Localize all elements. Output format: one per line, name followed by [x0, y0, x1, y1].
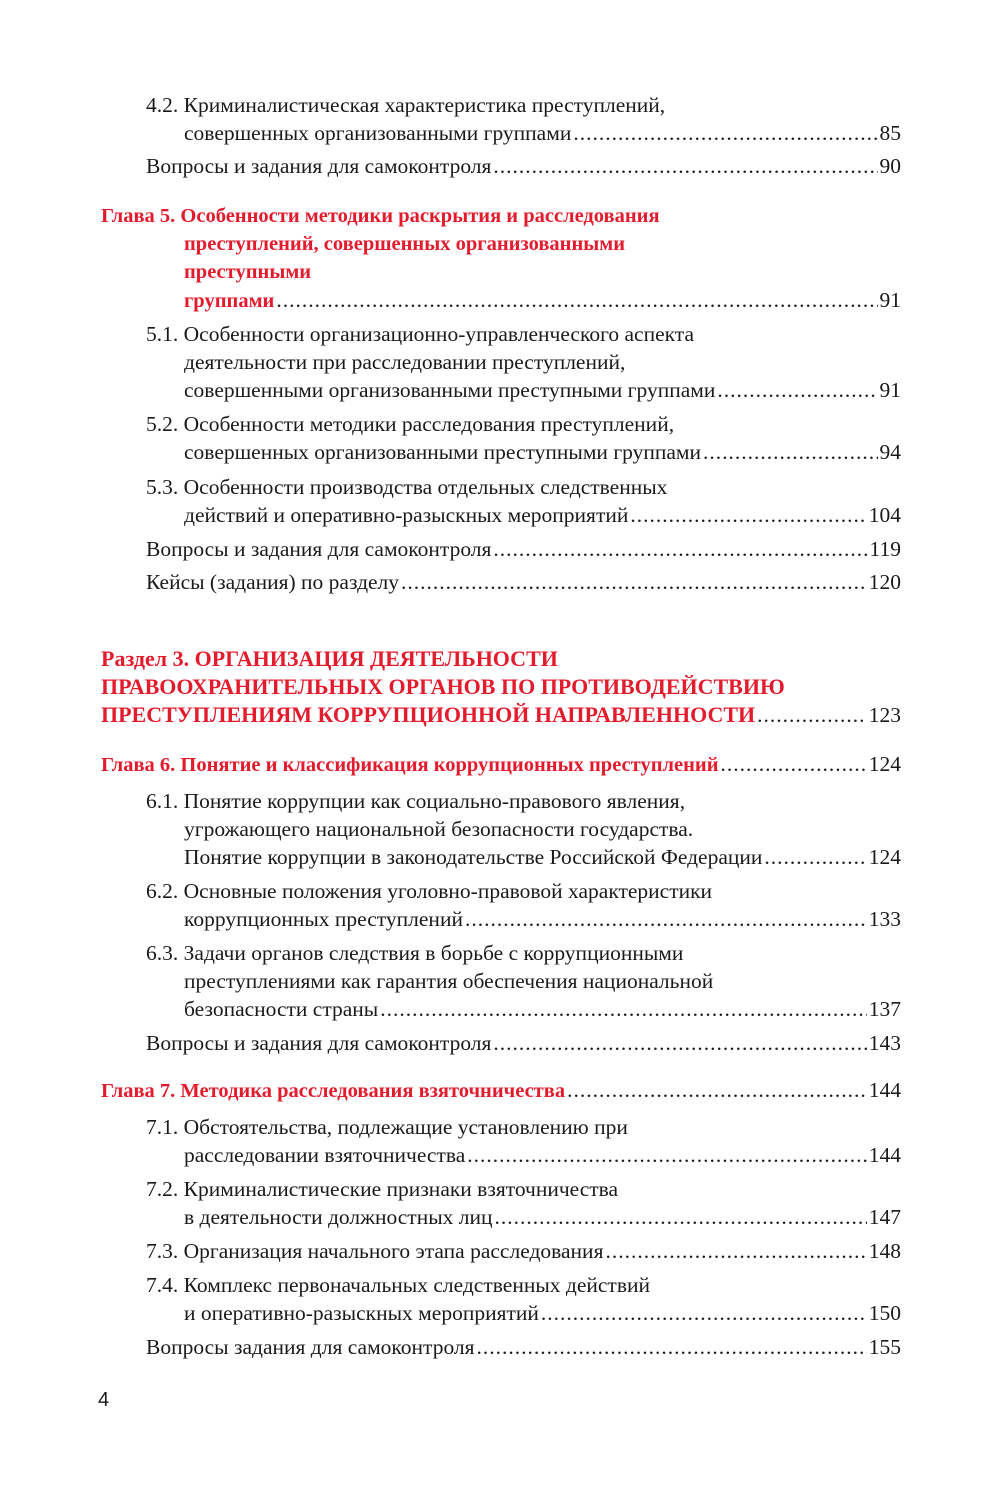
toc-chapter-7[interactable] — [101, 1076, 901, 1105]
toc-entry-title: расследовании взяточничества — [184, 1143, 466, 1167]
toc-entry-cases[interactable] — [146, 568, 901, 596]
dot-leader — [380, 995, 867, 1023]
toc-entry-title: действий и оперативно-разыскных мероприятий — [184, 503, 629, 527]
dot-leader — [703, 438, 877, 466]
toc-entry-5-3[interactable] — [184, 501, 901, 529]
toc-entry-7-2-line1: 7.2. Криминалистические признаки взяточничества — [146, 1177, 619, 1201]
toc-entry-questions-4[interactable] — [146, 152, 901, 180]
dot-leader — [717, 376, 877, 404]
toc-page-number: 144 — [868, 1078, 901, 1102]
page-number: 4 — [98, 1389, 110, 1411]
toc-entry-6-3-line1: 6.3. Задачи органов следствия в борьбе с коррупционными — [146, 941, 684, 965]
part-3-heading-line1: Раздел 3. ОРГАНИЗАЦИЯ ДЕЯТЕЛЬНОСТИ — [101, 646, 558, 671]
toc-entry-6-1-line2: угрожающего национальной безопасности государства. — [184, 817, 694, 841]
toc-entry-title: Вопросы задания для самоконтроля — [146, 1335, 475, 1359]
toc-entry-5-1[interactable] — [184, 376, 901, 404]
toc-entry-7-3[interactable] — [146, 1237, 901, 1265]
toc-page-number: 119 — [869, 537, 901, 561]
dot-leader — [276, 286, 877, 314]
toc-entry-title: 7.3. Организация начального этапа расследования — [146, 1239, 604, 1263]
toc-entry-7-4[interactable] — [184, 1299, 901, 1327]
dot-leader — [401, 568, 867, 596]
dot-leader — [605, 1237, 866, 1265]
chapter-5-heading-line3: преступными — [184, 261, 312, 283]
dot-leader — [493, 152, 877, 180]
toc-entry-6-3[interactable] — [184, 995, 901, 1023]
dot-leader — [493, 535, 867, 563]
toc-entry-7-4-line1: 7.4. Комплекс первоначальных следственных действий — [146, 1273, 650, 1297]
toc-chapter-5[interactable] — [184, 286, 901, 315]
toc-page-number: 104 — [868, 503, 901, 527]
toc-page-number: 123 — [868, 703, 901, 727]
toc-page-number: 90 — [879, 154, 901, 178]
toc-entry-title: совершенными организованными преступными группами — [184, 378, 716, 402]
toc-entry-title: Вопросы и задания для самоконтроля — [146, 1031, 492, 1055]
part-3-heading-line2: ПРАВООХРАНИТЕЛЬНЫХ ОРГАНОВ ПО ПРОТИВОДЕЙСТВИЮ — [101, 674, 785, 699]
toc-chapter-6[interactable] — [101, 750, 901, 779]
toc-entry-title: Вопросы и задания для самоконтроля — [146, 537, 492, 561]
toc-entry-7-2[interactable] — [184, 1203, 901, 1231]
dot-leader — [541, 1299, 867, 1327]
dot-leader — [467, 1141, 866, 1169]
toc-entry-title: совершенных организованными преступными группами — [184, 440, 702, 464]
toc-page-number: 133 — [868, 907, 901, 931]
toc-page-number: 120 — [868, 570, 901, 594]
toc-page-number: 155 — [868, 1335, 901, 1359]
toc-page-number: 91 — [879, 288, 901, 312]
dot-leader — [757, 701, 867, 729]
dot-leader — [573, 119, 877, 147]
chapter-5-heading-line1: Глава 5. Особенности методики раскрытия и расследования — [101, 205, 660, 227]
dot-leader — [465, 905, 867, 933]
dot-leader — [764, 843, 866, 871]
dot-leader — [493, 1029, 866, 1057]
toc-entry-questions-6[interactable] — [146, 1029, 901, 1057]
dot-leader — [477, 1333, 867, 1361]
toc-entry-title: Глава 6. Понятие и классификация коррупционных преступлений — [101, 754, 719, 776]
toc-entry-title: Понятие коррупции в законодательстве Российской Федерации — [184, 845, 763, 869]
toc-entry-4-2-line1: 4.2. Криминалистическая характеристика преступлений, — [146, 93, 666, 117]
toc-entry-5-1-line1: 5.1. Особенности организационно-управленческого аспекта — [146, 322, 694, 346]
toc-entry-6-3-line2: преступлениями как гарантия обеспечения национальной — [184, 969, 714, 993]
toc-entry-title: Кейсы (задания) по разделу — [146, 570, 400, 594]
toc-entry-title: группами — [184, 290, 275, 312]
toc-entry-title: безопасности страны — [184, 997, 379, 1021]
toc-page-number: 150 — [868, 1301, 901, 1325]
toc-entry-title: Глава 7. Методика расследования взяточничества — [101, 1080, 566, 1102]
dot-leader — [630, 501, 866, 529]
toc-part-3[interactable] — [101, 701, 901, 729]
toc-entry-7-1-line1: 7.1. Обстоятельства, подлежащие установлению при — [146, 1115, 628, 1139]
toc-entry-5-2-line1: 5.2. Особенности методики расследования преступлений, — [146, 412, 675, 436]
toc-entry-6-1[interactable] — [184, 843, 901, 871]
toc-entry-title: совершенных организованными группами — [184, 121, 572, 145]
toc-entry-6-2[interactable] — [184, 905, 901, 933]
toc-entry-title: в деятельности должностных лиц — [184, 1205, 493, 1229]
toc-entry-title: ПРЕСТУПЛЕНИЯМ КОРРУПЦИОННОЙ НАПРАВЛЕННОСТИ — [101, 702, 756, 727]
toc-entry-5-1-line2: деятельности при расследовании преступлений, — [184, 350, 626, 374]
toc-entry-4-2[interactable] — [184, 119, 901, 147]
toc-page-number: 148 — [868, 1239, 901, 1263]
toc-entry-5-2[interactable] — [184, 438, 901, 466]
toc-page-number: 124 — [868, 845, 901, 869]
toc-page-number: 91 — [879, 378, 901, 402]
toc-page-number: 144 — [868, 1143, 901, 1167]
toc-entry-title: коррупционных преступлений — [184, 907, 463, 931]
toc-entry-6-1-line1: 6.1. Понятие коррупции как социально-правового явления, — [146, 789, 686, 813]
toc-entry-questions-7[interactable] — [146, 1333, 901, 1361]
toc-page-number: 143 — [868, 1031, 901, 1055]
toc-entry-title: Вопросы и задания для самоконтроля — [146, 154, 492, 178]
toc-page-number: 137 — [868, 997, 901, 1021]
toc-entry-5-3-line1: 5.3. Особенности производства отдельных следственных — [146, 475, 668, 499]
dot-leader — [721, 750, 867, 778]
toc-page-number: 124 — [868, 752, 901, 776]
toc-entry-title: и оперативно-разыскных мероприятий — [184, 1301, 539, 1325]
chapter-5-heading-line2: преступлений, совершенных организованными — [184, 233, 626, 255]
toc-page-number: 147 — [868, 1205, 901, 1229]
toc-entry-6-2-line1: 6.2. Основные положения уголовно-правовой характеристики — [146, 879, 713, 903]
toc-entry-7-1[interactable] — [184, 1141, 901, 1169]
dot-leader — [495, 1203, 867, 1231]
dot-leader — [567, 1076, 867, 1104]
toc-page-number: 94 — [879, 440, 901, 464]
toc-page-number: 85 — [879, 121, 901, 145]
toc-entry-questions-5[interactable] — [146, 535, 901, 563]
